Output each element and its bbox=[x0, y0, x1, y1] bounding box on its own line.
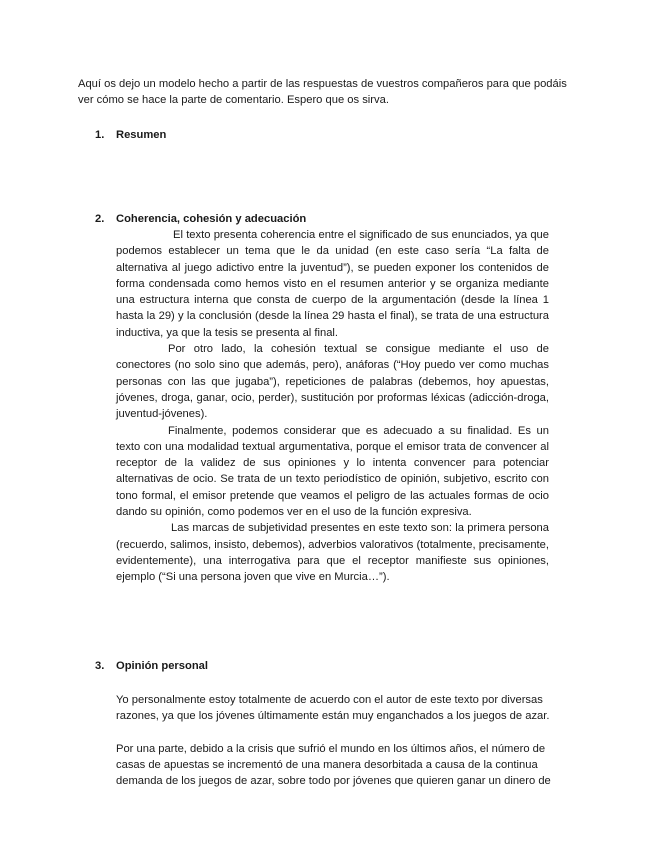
section-number: 2. bbox=[95, 213, 105, 225]
section-title: Coherencia, cohesión y adecuación bbox=[116, 213, 307, 225]
section-title: Resumen bbox=[116, 129, 167, 141]
paragraph-opinion-1: Yo personalmente estoy totalmente de acuerdo con el autor de este texto por diversas razones, ya que los jóvenes últimamente están muy enganchados a los juegos de azar. bbox=[116, 694, 550, 723]
section-body-opinion bbox=[116, 692, 556, 806]
section-number: 1. bbox=[95, 129, 105, 141]
paragraph-adecuacion: Finalmente, podemos considerar que es adecuado a su finalidad. Es un texto con una modalidad textual argumentativa, porque el emisor trata de convencer al receptor de la validez de sus opiniones y lo intenta convencer para potenciar alternativas de ocio. Se trata de un texto periodístico de opinión, subjetivo, escrito con tono formal, el emisor pretende que veamos el peligro de las actuales formas de ocio dando su opinión, como podemos ver en el uso de la función expresiva. bbox=[116, 424, 549, 519]
section-number: 3. bbox=[95, 660, 105, 672]
paragraph-subjetividad: Las marcas de subjetividad presentes en este texto son: la primera persona (recuerdo, salimos, insisto, debemos), adverbios valorativos (totalmente, precisamente, evidentemente), una interrogativa para que el receptor manifieste sus opiniones, ejemplo (“Si una persona joven que vive en Murcia…”). bbox=[116, 522, 549, 584]
section-heading-opinion bbox=[95, 658, 208, 674]
paragraph-cohesion: Por otro lado, la cohesión textual se consigue mediante el uso de conectores (no solo sino que además, pero), anáforas (“Hoy puedo ver como muchas personas con las que jugaba”), repeticiones de palabras (debemos, hoy apuestas, jóvenes, droga, ganar, ocio, perder), sustitución por proformas léxicas (adicción-droga, juventud-jóvenes). bbox=[116, 343, 549, 421]
paragraph-opinion-2: Por una parte, debido a la crisis que sufrió el mundo en los últimos años, el número de casas de apuestas se incrementó de una manera desorbitada a causa de la continua demanda de los juegos de azar, sobre todo por jóvenes que quieren ganar un dinero de bbox=[116, 742, 551, 788]
intro-paragraph: Aquí os dejo un modelo hecho a partir de las respuestas de vuestros compañeros para que podáis ver cómo se hace la parte de comentario. Espero que os sirva. bbox=[78, 78, 567, 107]
section-title: Opinión personal bbox=[116, 660, 208, 672]
section-body-coherencia bbox=[116, 227, 549, 586]
section-heading-coherencia bbox=[95, 211, 306, 227]
paragraph-coherencia: El texto presenta coherencia entre el significado de sus enunciados, ya que podemos establecer un tema que le da unidad (en este caso sería “La falta de alternativa al juego adictivo entre la juventud”), se pueden exponer los contenidos de forma condensada como hemos visto en el resumen anterior y se organiza mediante una estructura interna que consta de cuerpo de la argumentación (desde la línea 1 hasta la 29) y la conclusión (desde la línea 29 hasta el final), se trata de una estructura inductiva, ya que la tesis se presenta al final. bbox=[116, 229, 549, 339]
section-heading-resumen bbox=[95, 127, 166, 143]
